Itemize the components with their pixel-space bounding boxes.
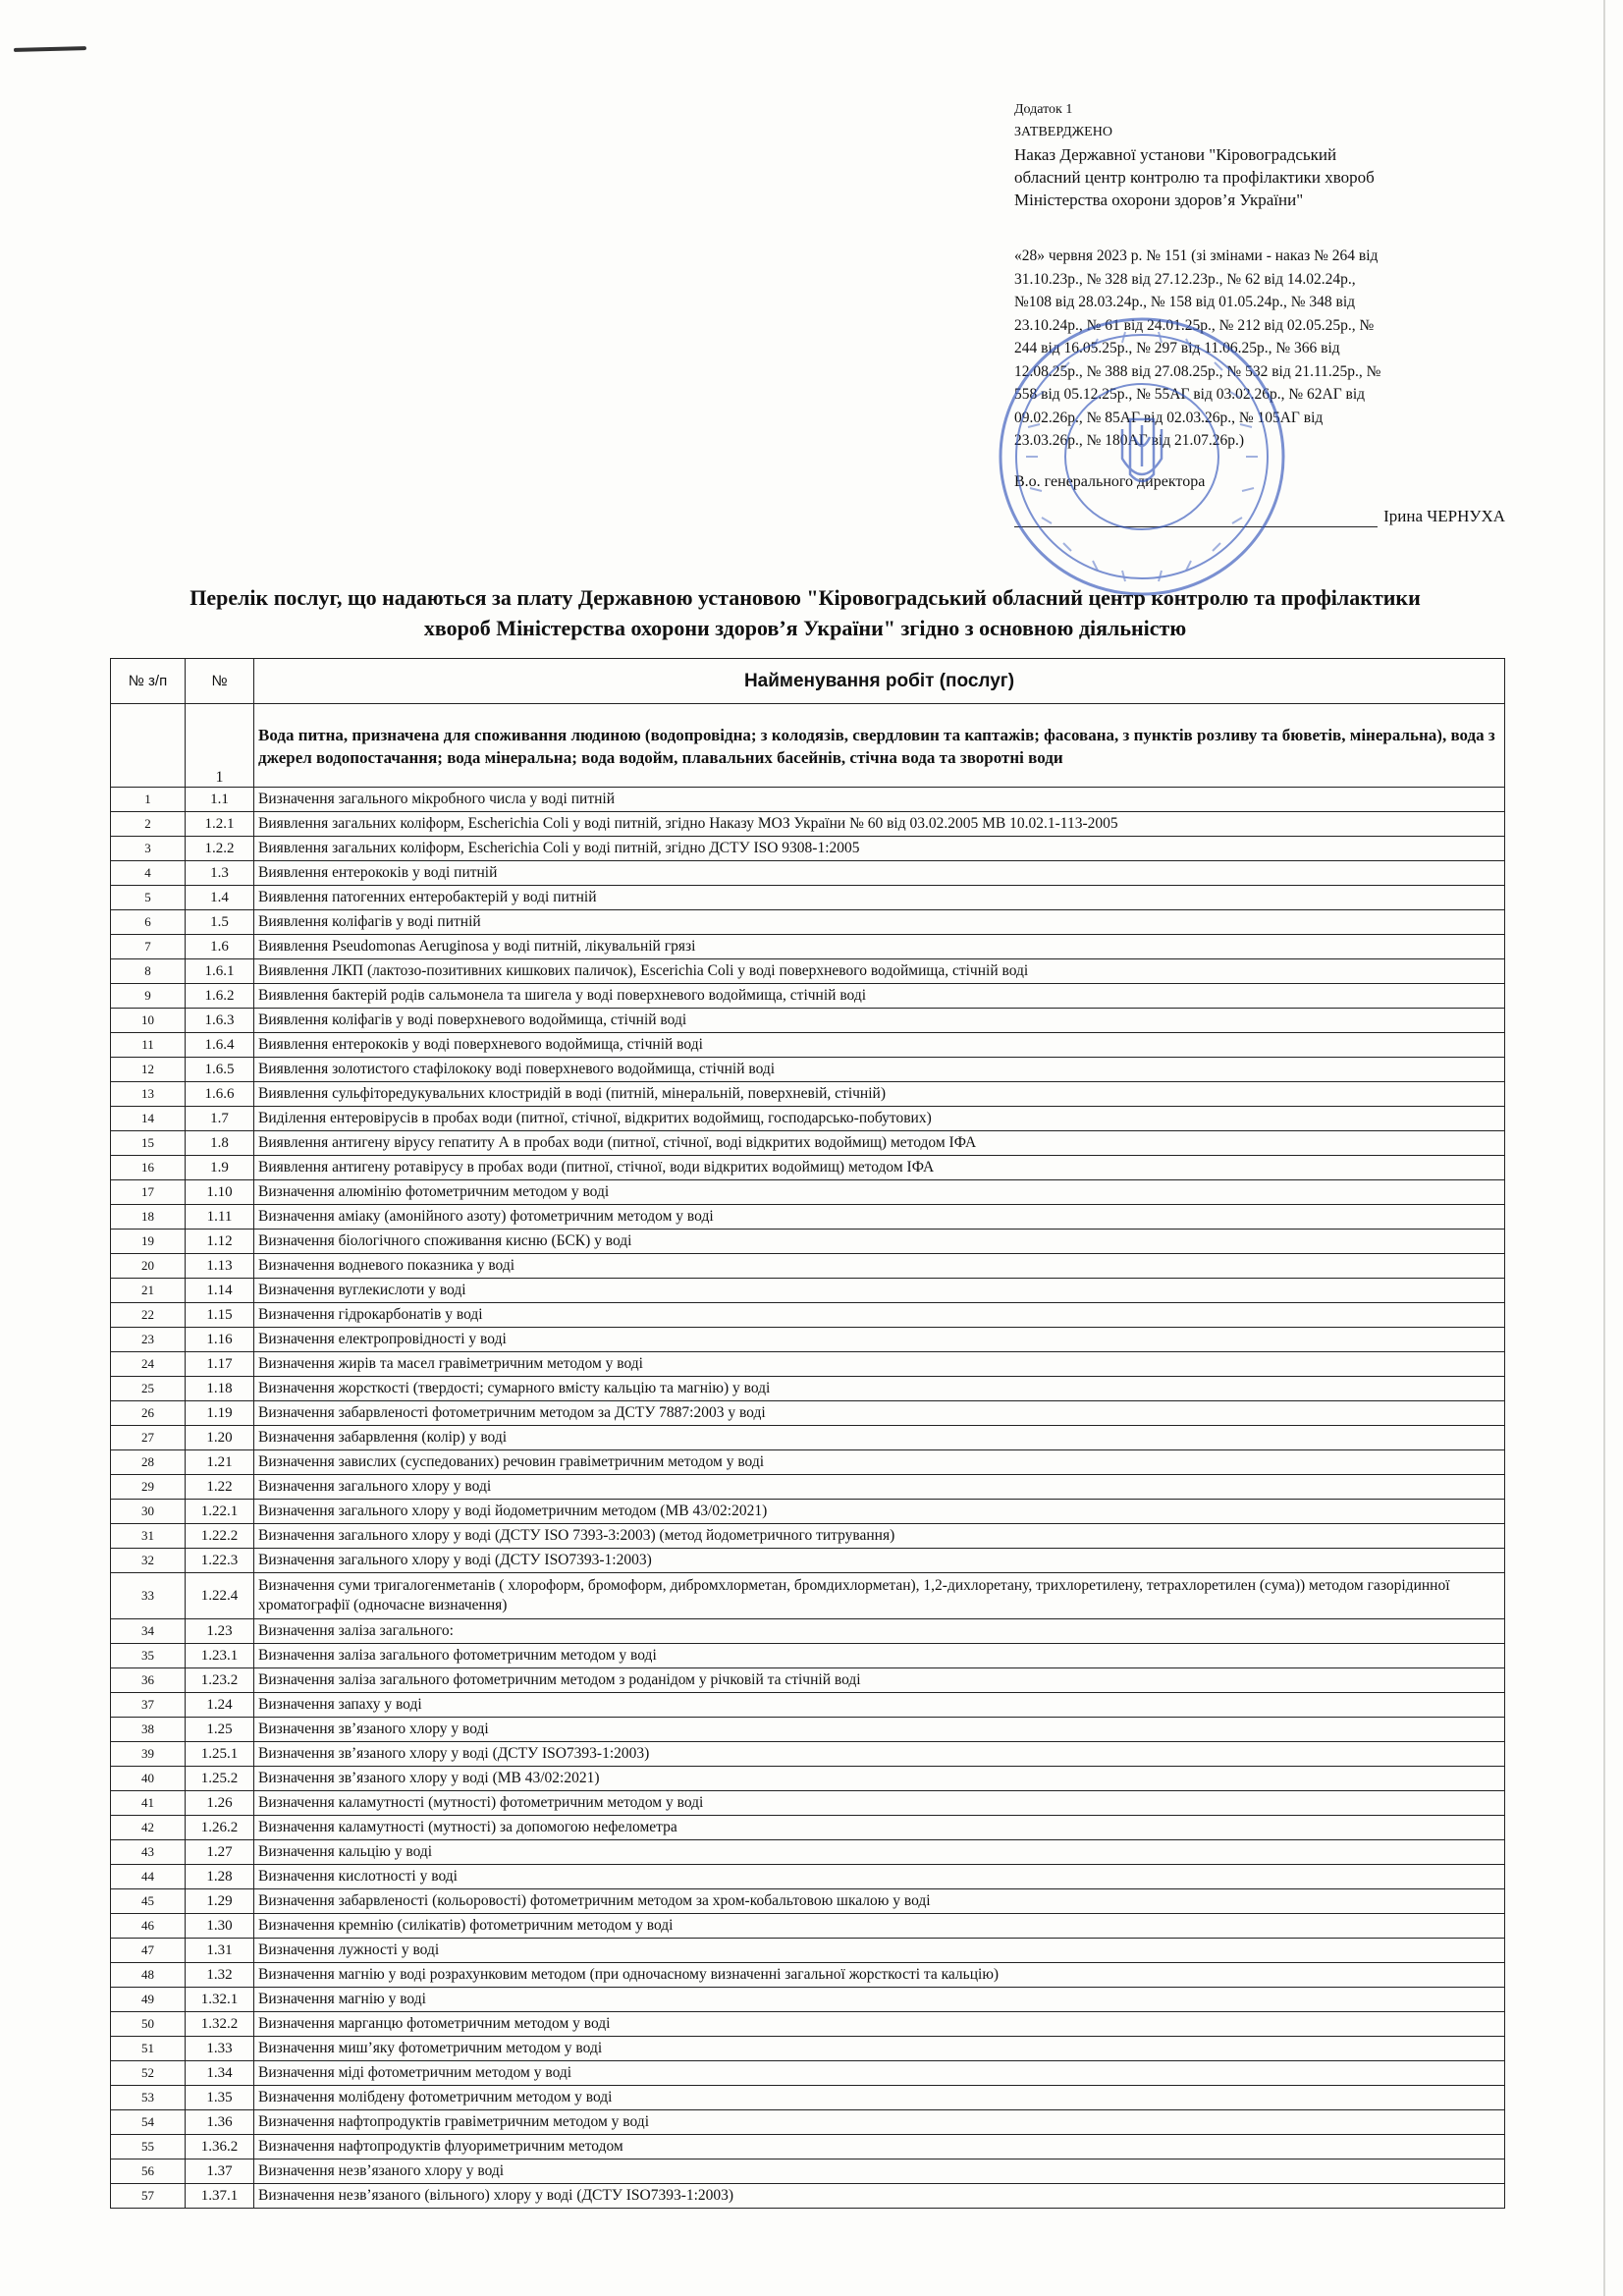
table-row xyxy=(111,1475,1505,1500)
row-description: Визначення загального мікробного числа у воді питній xyxy=(254,788,1505,812)
table-row xyxy=(111,1180,1505,1205)
row-number: 1.34 xyxy=(186,2061,254,2086)
row-number: 1.11 xyxy=(186,1205,254,1230)
row-description: Виявлення антигену ротавірусу в пробах води (питної, стічної, води відкритих водоймищ) методом ІФА xyxy=(254,1156,1505,1180)
row-number: 1.25 xyxy=(186,1718,254,1742)
row-description: Визначення жорсткості (твердості; сумарного вмісту кальцію та магнію) у воді xyxy=(254,1377,1505,1401)
row-number: 1.22 xyxy=(186,1475,254,1500)
row-description: Визначення гідрокарбонатів у воді xyxy=(254,1303,1505,1328)
row-index: 38 xyxy=(111,1718,186,1742)
row-number: 1.23.2 xyxy=(186,1668,254,1693)
row-description: Визначення лужності у воді xyxy=(254,1939,1505,1963)
table-row xyxy=(111,837,1505,861)
amendment-line: 23.03.26р., № 180АГ від 21.07.26р.) xyxy=(1014,432,1244,449)
table-row xyxy=(111,1009,1505,1033)
table-row xyxy=(111,2184,1505,2209)
row-index: 1 xyxy=(111,788,186,812)
row-description: Визначення забарвленості фотометричним методом за ДСТУ 7887:2003 у воді xyxy=(254,1401,1505,1426)
row-index: 6 xyxy=(111,910,186,935)
signer-name: Ірина ЧЕРНУХА xyxy=(1383,506,1505,525)
row-number: 1.37 xyxy=(186,2159,254,2184)
row-description: Визначення біологічного споживання кисню (БСК) у воді xyxy=(254,1230,1505,1254)
row-number: 1.36 xyxy=(186,2110,254,2135)
row-number: 1.26.2 xyxy=(186,1816,254,1840)
row-index: 27 xyxy=(111,1426,186,1450)
table-row xyxy=(111,2135,1505,2159)
row-index: 54 xyxy=(111,2110,186,2135)
row-number: 1.6.3 xyxy=(186,1009,254,1033)
row-number: 1.19 xyxy=(186,1401,254,1426)
table-row xyxy=(111,1865,1505,1889)
row-number: 1.30 xyxy=(186,1914,254,1939)
approval-order xyxy=(1014,143,1505,211)
table-row xyxy=(111,984,1505,1009)
table-row xyxy=(111,788,1505,812)
table-row xyxy=(111,1988,1505,2012)
row-number: 1.37.1 xyxy=(186,2184,254,2209)
table-row xyxy=(111,910,1505,935)
table-row xyxy=(111,2061,1505,2086)
row-description: Визначення міді фотометричним методом у воді xyxy=(254,2061,1505,2086)
section-number: 1 xyxy=(186,704,254,788)
row-index: 20 xyxy=(111,1254,186,1279)
row-number: 1.6.6 xyxy=(186,1082,254,1107)
amendment-line: 12.08.25р., № 388 від 27.08.25р., № 532 від 21.11.25р., № xyxy=(1014,362,1381,380)
table-row xyxy=(111,812,1505,837)
row-index: 56 xyxy=(111,2159,186,2184)
amendment-line: №108 від 28.03.24р., № 158 від 01.05.24р., № 348 від xyxy=(1014,294,1356,310)
row-index: 36 xyxy=(111,1668,186,1693)
row-description: Визначення забарвлення (колір) у воді xyxy=(254,1426,1505,1450)
row-description: Визначення заліза загального фотометричним методом у воді xyxy=(254,1644,1505,1668)
row-number: 1.2.1 xyxy=(186,812,254,837)
signer-title: В.о. генерального директора xyxy=(1014,472,1206,490)
row-description: Визначення кислотності у воді xyxy=(254,1865,1505,1889)
order-line: Наказ Державної установи "Кіровоградський xyxy=(1014,145,1337,164)
row-description: Визначення аміаку (амонійного азоту) фотометричним методом у воді xyxy=(254,1205,1505,1230)
row-number: 1.27 xyxy=(186,1840,254,1865)
row-index: 55 xyxy=(111,2135,186,2159)
table-row xyxy=(111,1693,1505,1718)
table-row xyxy=(111,1377,1505,1401)
title-line: хвороб Міністерства охорони здоров’я України" згідно з основною діяльністю xyxy=(423,616,1187,640)
row-number: 1.24 xyxy=(186,1693,254,1718)
row-index: 50 xyxy=(111,2012,186,2037)
amendment-line: 09.02.26р., № 85АГ від 02.03.26р., № 105АГ від xyxy=(1014,409,1324,426)
row-index: 31 xyxy=(111,1524,186,1549)
row-number: 1.22.1 xyxy=(186,1500,254,1524)
row-number: 1.20 xyxy=(186,1426,254,1450)
table-row xyxy=(111,1107,1505,1131)
row-index: 3 xyxy=(111,837,186,861)
row-index: 13 xyxy=(111,1082,186,1107)
row-index: 7 xyxy=(111,935,186,959)
row-index: 32 xyxy=(111,1549,186,1573)
row-description: Виділення ентеровірусів в пробах води (питної, стічної, відкритих водоймищ, господарсько-побутових) xyxy=(254,1107,1505,1131)
table-row xyxy=(111,1573,1505,1619)
amendment-line: 23.10.24р., № 61 від 24.01.25р., № 212 від 02.05.25р., № xyxy=(1014,316,1375,334)
row-description: Визначення запаху у воді xyxy=(254,1693,1505,1718)
table-row xyxy=(111,1939,1505,1963)
row-index: 28 xyxy=(111,1450,186,1475)
row-description: Визначення каламутності (мутності) за допомогою нефелометра xyxy=(254,1816,1505,1840)
approval-block xyxy=(1014,98,1505,527)
row-index: 45 xyxy=(111,1889,186,1914)
row-description: Визначення заліза загального: xyxy=(254,1619,1505,1644)
row-index: 19 xyxy=(111,1230,186,1254)
row-number: 1.1 xyxy=(186,788,254,812)
row-description: Визначення завислих (суспедованих) речовин гравіметричним методом у воді xyxy=(254,1450,1505,1475)
row-number: 1.22.4 xyxy=(186,1573,254,1619)
table-row xyxy=(111,959,1505,984)
row-number: 1.32.1 xyxy=(186,1988,254,2012)
table-row xyxy=(111,2086,1505,2110)
row-index: 35 xyxy=(111,1644,186,1668)
signature-line xyxy=(1014,505,1505,527)
row-description: Визначення молібдену фотометричним методом у воді xyxy=(254,2086,1505,2110)
row-index: 47 xyxy=(111,1939,186,1963)
row-number: 1.6.5 xyxy=(186,1058,254,1082)
row-number: 1.2.2 xyxy=(186,837,254,861)
table-row xyxy=(111,2159,1505,2184)
table-row xyxy=(111,1156,1505,1180)
row-description: Виявлення коліфагів у воді питній xyxy=(254,910,1505,935)
row-number: 1.33 xyxy=(186,2037,254,2061)
row-index: 15 xyxy=(111,1131,186,1156)
row-index: 49 xyxy=(111,1988,186,2012)
row-number: 1.14 xyxy=(186,1279,254,1303)
row-index: 16 xyxy=(111,1156,186,1180)
row-description: Виявлення сульфіторедукувальних клостридій в воді (питній, мінеральній, поверхневій, стічній) xyxy=(254,1082,1505,1107)
row-index: 10 xyxy=(111,1009,186,1033)
table-row xyxy=(111,1352,1505,1377)
row-description: Виявлення антигену вірусу гепатиту А в пробах води (питної, стічної, воді відкритих водоймищ) методом ІФА xyxy=(254,1131,1505,1156)
scan-mark xyxy=(14,46,86,52)
page-edge xyxy=(1603,0,1605,2296)
services-table xyxy=(110,658,1505,2209)
row-index: 14 xyxy=(111,1107,186,1131)
row-description: Виявлення золотистого стафілококу воді поверхневого водоймища, стічній воді xyxy=(254,1058,1505,1082)
row-description: Визначення загального хлору у воді (ДСТУ ISO7393-1:2003) xyxy=(254,1549,1505,1573)
row-index: 12 xyxy=(111,1058,186,1082)
row-description: Виявлення ЛКП (лактозо-позитивних кишкових паличок), Escerichia Coli у воді поверхневого водоймища, стічній воді xyxy=(254,959,1505,984)
row-number: 1.7 xyxy=(186,1107,254,1131)
row-number: 1.32 xyxy=(186,1963,254,1988)
row-description: Визначення нафтопродуктів гравіметричним методом у воді xyxy=(254,2110,1505,2135)
signature-underline xyxy=(1014,509,1378,527)
row-number: 1.9 xyxy=(186,1156,254,1180)
order-line: Міністерства охорони здоров’я України" xyxy=(1014,191,1304,209)
table-row xyxy=(111,1131,1505,1156)
row-index: 34 xyxy=(111,1619,186,1644)
header-index: № з/п xyxy=(111,659,186,704)
row-index: 44 xyxy=(111,1865,186,1889)
row-number: 1.3 xyxy=(186,861,254,886)
row-index: 11 xyxy=(111,1033,186,1058)
row-number: 1.15 xyxy=(186,1303,254,1328)
row-number: 1.23.1 xyxy=(186,1644,254,1668)
header-number: № xyxy=(186,659,254,704)
row-index: 40 xyxy=(111,1767,186,1791)
table-row xyxy=(111,1500,1505,1524)
row-description: Виявлення бактерій родів сальмонела та шигела у воді поверхневого водоймища, стічній воді xyxy=(254,984,1505,1009)
row-description: Виявлення Pseudomonas Aeruginosa у воді питній, лікувальній грязі xyxy=(254,935,1505,959)
table-row xyxy=(111,1718,1505,1742)
row-index: 23 xyxy=(111,1328,186,1352)
row-description: Визначення вуглекислоти у воді xyxy=(254,1279,1505,1303)
table-row xyxy=(111,1914,1505,1939)
table-row xyxy=(111,1033,1505,1058)
row-description: Визначення загального хлору у воді (ДСТУ ISO 7393-3:2003) (метод йодометричного титрування) xyxy=(254,1524,1505,1549)
row-description: Визначення загального хлору у воді xyxy=(254,1475,1505,1500)
row-number: 1.35 xyxy=(186,2086,254,2110)
row-index: 33 xyxy=(111,1573,186,1619)
table-row xyxy=(111,1524,1505,1549)
row-number: 1.6 xyxy=(186,935,254,959)
row-description: Визначення електропровідності у воді xyxy=(254,1328,1505,1352)
row-number: 1.8 xyxy=(186,1131,254,1156)
table-row xyxy=(111,1082,1505,1107)
table-row xyxy=(111,1303,1505,1328)
row-description: Виявлення коліфагів у воді поверхневого водоймища, стічній воді xyxy=(254,1009,1505,1033)
row-number: 1.21 xyxy=(186,1450,254,1475)
table-row xyxy=(111,2110,1505,2135)
row-number: 1.29 xyxy=(186,1889,254,1914)
row-number: 1.32.2 xyxy=(186,2012,254,2037)
amendment-line: 244 від 16.05.25р., № 297 від 11.06.25р., № 366 від xyxy=(1014,340,1340,356)
row-index: 5 xyxy=(111,886,186,910)
table-row xyxy=(111,1816,1505,1840)
table-row xyxy=(111,1742,1505,1767)
row-index: 52 xyxy=(111,2061,186,2086)
row-description: Визначення кремнію (силікатів) фотометричним методом у воді xyxy=(254,1914,1505,1939)
row-index: 41 xyxy=(111,1791,186,1816)
table-row xyxy=(111,1450,1505,1475)
annex-label: Додаток 1 xyxy=(1014,102,1073,117)
header-service-name: Найменування робіт (послуг) xyxy=(254,659,1505,704)
row-number: 1.6.4 xyxy=(186,1033,254,1058)
table-row xyxy=(111,1279,1505,1303)
row-description: Виявлення ентерококів у воді поверхневого водоймища, стічній воді xyxy=(254,1033,1505,1058)
row-number: 1.5 xyxy=(186,910,254,935)
row-index: 53 xyxy=(111,2086,186,2110)
table-header-row xyxy=(111,659,1505,704)
row-number: 1.12 xyxy=(186,1230,254,1254)
row-index: 42 xyxy=(111,1816,186,1840)
row-index: 9 xyxy=(111,984,186,1009)
row-description: Виявлення патогенних ентеробактерій у воді питній xyxy=(254,886,1505,910)
row-description: Визначення нафтопродуктів флуориметричним методом xyxy=(254,2135,1505,2159)
row-number: 1.16 xyxy=(186,1328,254,1352)
row-index: 4 xyxy=(111,861,186,886)
section-index xyxy=(111,704,186,788)
row-index: 48 xyxy=(111,1963,186,1988)
row-number: 1.25.1 xyxy=(186,1742,254,1767)
table-row xyxy=(111,1840,1505,1865)
amendment-line: 31.10.23р., № 328 від 27.12.23р., № 62 від 14.02.24р., xyxy=(1014,270,1356,288)
table-row xyxy=(111,861,1505,886)
table-row xyxy=(111,1963,1505,1988)
row-index: 17 xyxy=(111,1180,186,1205)
row-index: 8 xyxy=(111,959,186,984)
row-index: 43 xyxy=(111,1840,186,1865)
table-row xyxy=(111,1668,1505,1693)
row-index: 24 xyxy=(111,1352,186,1377)
section-description: Вода питна, призначена для споживання людиною (водопровідна; з колодязів, свердловин та каптажів; фасована, з пунктів розливу та бюветів, мінеральна), вода з джерел водопостачання; вода мінеральна; вода водойм, плавальних басейнів, стічна вода та зворотні води xyxy=(254,704,1505,788)
row-number: 1.10 xyxy=(186,1180,254,1205)
row-description: Визначення заліза загального фотометричним методом з роданідом у річковій та стічній воді xyxy=(254,1668,1505,1693)
row-description: Визначення незв’язаного хлору у воді xyxy=(254,2159,1505,2184)
row-index: 26 xyxy=(111,1401,186,1426)
row-index: 2 xyxy=(111,812,186,837)
row-index: 21 xyxy=(111,1279,186,1303)
table-row xyxy=(111,1328,1505,1352)
row-description: Визначення суми тригалогенметанів ( хлороформ, бромоформ, дибромхлорметан, бромдихлорметан), 1,2-дихлоретану, трихлоретилену, тетрахлоретилен (сума)) методом газорідинної хроматографії (одночасне визначення) xyxy=(254,1573,1505,1619)
row-index: 46 xyxy=(111,1914,186,1939)
row-description: Визначення незв’язаного (вільного) хлору у воді (ДСТУ ISO7393-1:2003) xyxy=(254,2184,1505,2209)
table-row xyxy=(111,1619,1505,1644)
row-description: Визначення жирів та масел гравіметричним методом у воді xyxy=(254,1352,1505,1377)
row-number: 1.31 xyxy=(186,1939,254,1963)
approved-label: ЗАТВЕРДЖЕНО xyxy=(1014,125,1112,139)
table-row xyxy=(111,1401,1505,1426)
row-index: 57 xyxy=(111,2184,186,2209)
table-row xyxy=(111,935,1505,959)
order-line: обласний центр контролю та профілактики хвороб xyxy=(1014,168,1375,187)
row-index: 22 xyxy=(111,1303,186,1328)
row-index: 25 xyxy=(111,1377,186,1401)
row-description: Визначення миш’яку фотометричним методом у воді xyxy=(254,2037,1505,2061)
table-row xyxy=(111,1230,1505,1254)
row-number: 1.18 xyxy=(186,1377,254,1401)
row-index: 51 xyxy=(111,2037,186,2061)
row-description: Визначення магнію у воді xyxy=(254,1988,1505,2012)
table-row xyxy=(111,886,1505,910)
table-row xyxy=(111,1767,1505,1791)
row-number: 1.4 xyxy=(186,886,254,910)
table-row xyxy=(111,1549,1505,1573)
table-row xyxy=(111,1058,1505,1082)
section-row xyxy=(111,704,1505,788)
table-row xyxy=(111,2012,1505,2037)
row-description: Визначення алюмінію фотометричним методом у воді xyxy=(254,1180,1505,1205)
row-description: Визначення зв’язаного хлору у воді xyxy=(254,1718,1505,1742)
document-title xyxy=(98,582,1512,643)
row-number: 1.6.2 xyxy=(186,984,254,1009)
row-number: 1.22.3 xyxy=(186,1549,254,1573)
row-description: Визначення марганцю фотометричним методом у воді xyxy=(254,2012,1505,2037)
table-row xyxy=(111,1426,1505,1450)
row-description: Визначення зв’язаного хлору у воді (МВ 43/02:2021) xyxy=(254,1767,1505,1791)
row-description: Визначення каламутності (мутності) фотометричним методом у воді xyxy=(254,1791,1505,1816)
row-description: Виявлення ентерококів у воді питній xyxy=(254,861,1505,886)
table-row xyxy=(111,1889,1505,1914)
table-row xyxy=(111,1205,1505,1230)
row-index: 37 xyxy=(111,1693,186,1718)
row-description: Визначення загального хлору у воді йодометричним методом (МВ 43/02:2021) xyxy=(254,1500,1505,1524)
row-description: Визначення зв’язаного хлору у воді (ДСТУ ISO7393-1:2003) xyxy=(254,1742,1505,1767)
row-description: Виявлення загальних коліформ, Escherichia Coli у воді питній, згідно ДСТУ ISO 9308-1:2005 xyxy=(254,837,1505,861)
table-row xyxy=(111,1254,1505,1279)
row-number: 1.25.2 xyxy=(186,1767,254,1791)
row-index: 18 xyxy=(111,1205,186,1230)
table-row xyxy=(111,1791,1505,1816)
amendment-line: «28» червня 2023 р. № 151 (зі змінами - наказ № 264 від xyxy=(1014,247,1379,264)
row-index: 30 xyxy=(111,1500,186,1524)
table-row xyxy=(111,2037,1505,2061)
row-description: Визначення забарвленості (кольоровості) фотометричним методом за хром-кобальтовою шкалою у воді xyxy=(254,1889,1505,1914)
row-description: Визначення водневого показника у воді xyxy=(254,1254,1505,1279)
amendment-line: 558 від 05.12.25р., № 55АГ від 03.02.26р., № 62АГ від xyxy=(1014,386,1366,403)
row-number: 1.23 xyxy=(186,1619,254,1644)
row-number: 1.13 xyxy=(186,1254,254,1279)
row-description: Виявлення загальних коліформ, Escherichia Coli у воді питній, згідно Наказу МОЗ України № 60 від 03.02.2005 МВ 10.02.1-113-2005 xyxy=(254,812,1505,837)
row-index: 29 xyxy=(111,1475,186,1500)
row-number: 1.28 xyxy=(186,1865,254,1889)
row-number: 1.6.1 xyxy=(186,959,254,984)
row-description: Визначення кальцію у воді xyxy=(254,1840,1505,1865)
row-number: 1.26 xyxy=(186,1791,254,1816)
title-line: Перелік послуг, що надаються за плату Державною установою "Кіровоградський обласний центр контролю та профілактики xyxy=(189,585,1421,610)
row-description: Визначення магнію у воді розрахунковим методом (при одночасному визначенні загальної жорсткості та кальцію) xyxy=(254,1963,1505,1988)
order-amendments xyxy=(1014,245,1505,453)
row-number: 1.17 xyxy=(186,1352,254,1377)
table-row xyxy=(111,1644,1505,1668)
row-number: 1.22.2 xyxy=(186,1524,254,1549)
row-number: 1.36.2 xyxy=(186,2135,254,2159)
row-index: 39 xyxy=(111,1742,186,1767)
